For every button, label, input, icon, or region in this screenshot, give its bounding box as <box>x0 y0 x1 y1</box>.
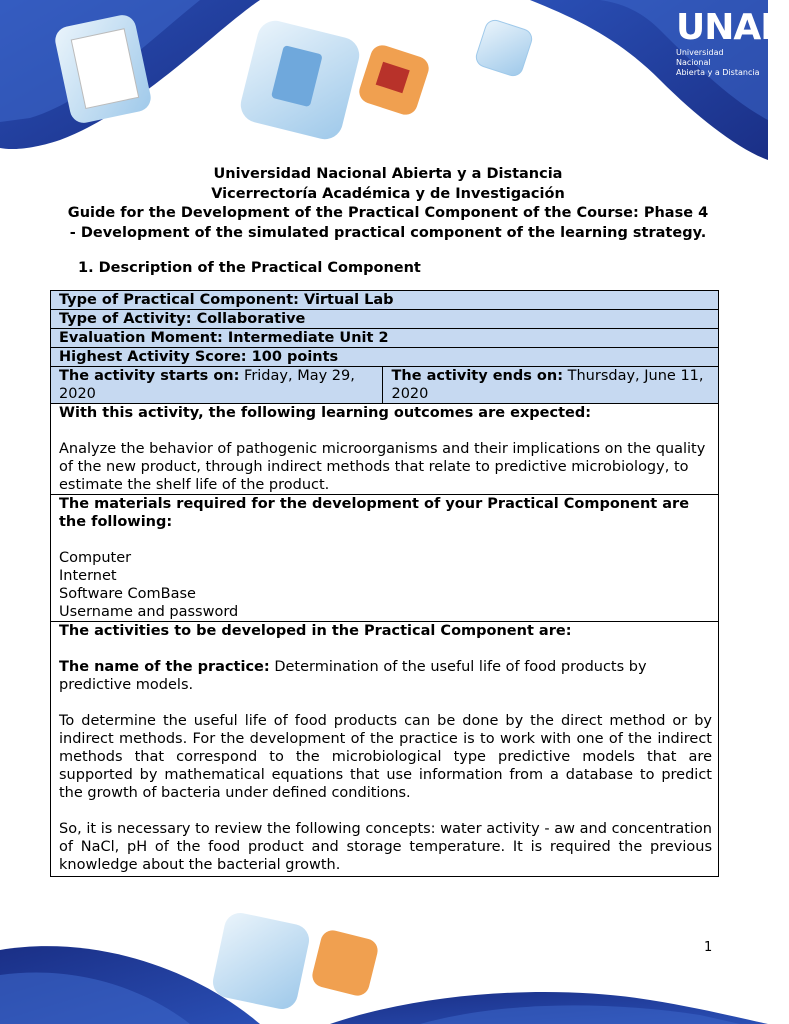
learning-outcomes-cell <box>51 404 719 495</box>
list-item: Internet <box>59 568 117 584</box>
table-row <box>51 495 719 622</box>
outcomes-heading: With this activity, the following learning outcomes are expected: <box>59 405 592 421</box>
table-row <box>51 329 719 348</box>
practical-component-table <box>50 290 719 877</box>
small-tile <box>474 18 534 78</box>
footer-large-tile <box>210 910 312 1012</box>
list-item: Username and password <box>59 604 239 620</box>
start-date-value: Friday, May 29, 2020 <box>59 368 355 402</box>
practice-value: Determination of the useful life of food products by predictive models. <box>59 659 647 693</box>
activity-score-cell: Highest Activity Score: 100 points <box>51 348 719 367</box>
logo-mark: UNAD <box>676 7 789 48</box>
table-row <box>51 348 719 367</box>
end-date-value: Thursday, June 11, 2020 <box>391 368 704 402</box>
practice-label: The name of the practice: <box>59 659 270 675</box>
activities-cell <box>51 622 719 877</box>
materials-cell <box>51 495 719 622</box>
evaluation-moment-cell: Evaluation Moment: Intermediate Unit 2 <box>51 329 719 348</box>
table-row <box>51 404 719 495</box>
start-date-label: The activity starts on: <box>59 368 240 384</box>
guide-title-line-1: Guide for the Development of the Practical Component of the Course: Phase 4 <box>67 205 709 221</box>
table-row <box>51 367 719 404</box>
list-item: Computer <box>59 550 132 566</box>
unad-logo <box>676 7 789 78</box>
activity-type-cell: Type of Activity: Collaborative <box>51 310 719 329</box>
end-date-label: The activity ends on: <box>391 368 564 384</box>
activities-paragraph-2: So, it is necessary to review the following concepts: water activity - aw and concentration of NaCl, pH of the food product and storage temperature. It is required the previous knowledge about the bacterial growth. <box>59 821 712 873</box>
section-heading: 1. Description of the Practical Component <box>78 260 421 276</box>
university-title: Universidad Nacional Abierta y a Distancia <box>213 166 563 182</box>
practice-name <box>59 658 712 694</box>
activities-paragraph-1: To determine the useful life of food products can be done by the direct method or by indirect methods. For the development of the practice is to work with one of the indirect methods that correspond to the microbiological type predictive models that are supported by mathematical equations that use information from a database to predict the growth of bacteria under defined conditions. <box>59 713 712 801</box>
table-row <box>51 310 719 329</box>
footer-orange-tile <box>310 928 380 998</box>
end-date-cell <box>383 367 719 404</box>
outcomes-text: Analyze the behavior of pathogenic microorganisms and their implications on the quality of the new product, through indirect methods that relate to predictive microbiology, to estimate the shelf life of the product. <box>59 441 706 493</box>
header-decoration <box>0 0 789 160</box>
logo-line-2: Abierta y a Distancia <box>676 68 760 77</box>
component-type-cell: Type of Practical Component: Virtual Lab <box>51 291 719 310</box>
table-row <box>51 622 719 877</box>
page-number: 1 <box>704 940 713 955</box>
document-title-block <box>48 165 728 243</box>
materials-heading: The materials required for the development of your Practical Component are the following: <box>59 496 690 530</box>
guide-title-line-2: - Development of the simulated practical component of the learning strategy. <box>69 224 707 241</box>
logo-line-1: Universidad Nacional <box>676 48 724 67</box>
table-row <box>51 291 719 310</box>
list-item: Software ComBase <box>59 586 196 602</box>
start-date-cell <box>51 367 383 404</box>
activities-heading: The activities to be developed in the Practical Component are: <box>59 623 572 639</box>
vicerrectoria-title: Vicerrectoría Académica y de Investigación <box>211 185 565 202</box>
